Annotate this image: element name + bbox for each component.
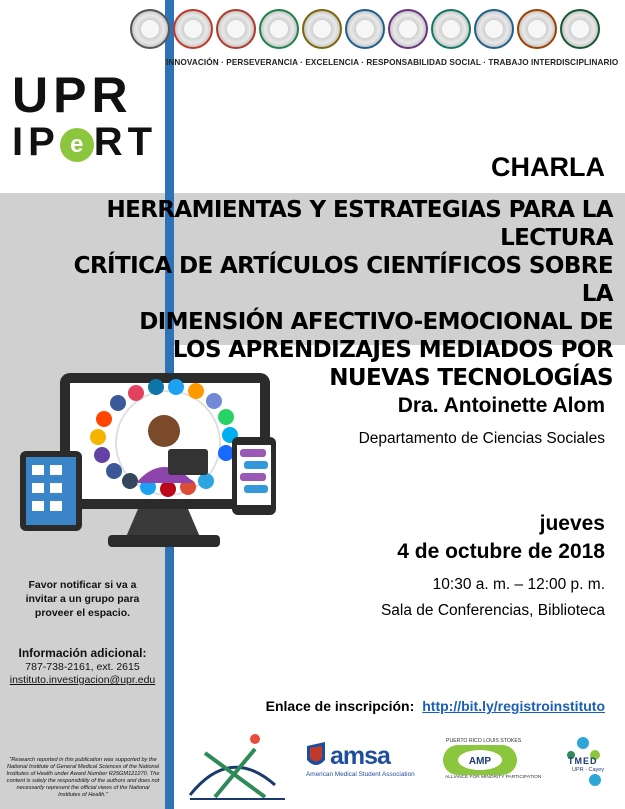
campus-seal-1 — [130, 9, 170, 49]
campus-seal-2 — [173, 9, 213, 49]
event-time: 10:30 a. m. – 12:00 p. m. — [432, 576, 605, 593]
event-place: Sala de Conferencias, Biblioteca — [380, 602, 605, 619]
amsa-subtitle: American Medical Student Association — [306, 771, 415, 778]
campus-seal-8 — [431, 9, 471, 49]
event-title-line: DIMENSIÓN AFECTIVO-EMOCIONAL DE — [139, 309, 613, 335]
campus-seals-row — [130, 6, 610, 52]
info-title: Información adicional: — [18, 646, 147, 660]
event-date: 4 de octubre de 2018 — [397, 540, 605, 563]
amsa-word: amsa — [330, 742, 390, 770]
event-title — [43, 196, 613, 392]
logo-upr: UPR — [12, 67, 133, 123]
event-title-line: NUEVAS TECNOLOGÍAS — [329, 365, 613, 391]
campus-seal-4 — [259, 9, 299, 49]
logo-ipert — [12, 122, 157, 162]
campus-seal-6 — [345, 9, 385, 49]
notify-line: proveer el espacio. — [34, 607, 131, 619]
devices-social-media-illustration — [18, 365, 308, 585]
campus-seal-9 — [474, 9, 514, 49]
registration-link[interactable]: http://bit.ly/registroinstituto — [422, 698, 605, 714]
event-title-line: HERRAMIENTAS Y ESTRATEGIAS PARA LA LECTURA — [106, 197, 613, 251]
notify-line: invitar a un grupo para — [25, 593, 140, 605]
tmed-subtitle: UPR - Cayey — [572, 767, 605, 773]
event-type: CHARLA — [491, 152, 605, 182]
registration — [266, 698, 605, 714]
event-day: jueves — [539, 512, 605, 535]
notify-note — [0, 578, 165, 620]
motto: INNOVACIÓN · PERSEVERANCIA · EXCELENCIA · RESPONSABILIDAD SOCIAL · TRABAJO INTERDISCIPLINARIO — [166, 58, 619, 67]
logo-e-icon: e — [60, 128, 94, 162]
prls-bottom-text: ALLIANCE FOR MINORITY PARTICIPATION — [445, 775, 542, 780]
logo-ipert-pre: IP — [12, 120, 60, 164]
sponsor-logo-1-icon — [190, 734, 285, 799]
prls-amp-mark: AMP — [468, 756, 492, 767]
campus-seal-7 — [388, 9, 428, 49]
prls-amp-logo-icon — [443, 745, 517, 775]
tmed-word: TMED — [568, 756, 598, 766]
speaker-name: Dra. Antoinette Alom — [397, 394, 605, 417]
campus-seal-10 — [517, 9, 557, 49]
logo-ipert-post: RT — [93, 120, 158, 164]
event-title-line: CRÍTICA DE ARTÍCULOS CIENTÍFICOS SOBRE LA — [73, 253, 613, 307]
registration-label: Enlace de inscripción: — [265, 698, 415, 714]
notify-line: Favor notificar si va a — [28, 579, 137, 591]
student-icon — [148, 415, 180, 447]
campus-seal-11 — [560, 9, 600, 49]
prls-top-text: PUERTO RICO LOUIS STOKES — [446, 738, 522, 744]
info-email-link[interactable]: instituto.investigacion@upr.edu — [9, 674, 156, 686]
event-title-line: LOS APRENDIZAJES MEDIADOS POR — [172, 337, 613, 363]
info-phone: 787-738-2161, ext. 2615 — [25, 661, 140, 673]
campus-seal-5 — [302, 9, 342, 49]
nih-disclaimer: "Research reported in this publication was supported by the National Institute of General Medical Sciences of the National Institutes of Health under Award Number R25GM121270. The content is solely the responsibility of the authors and does not necessarily represent the official views of the National Institutes of Health." — [6, 757, 160, 798]
campus-seal-3 — [216, 9, 256, 49]
speaker-department: Departamento de Ciencias Sociales — [358, 430, 605, 447]
